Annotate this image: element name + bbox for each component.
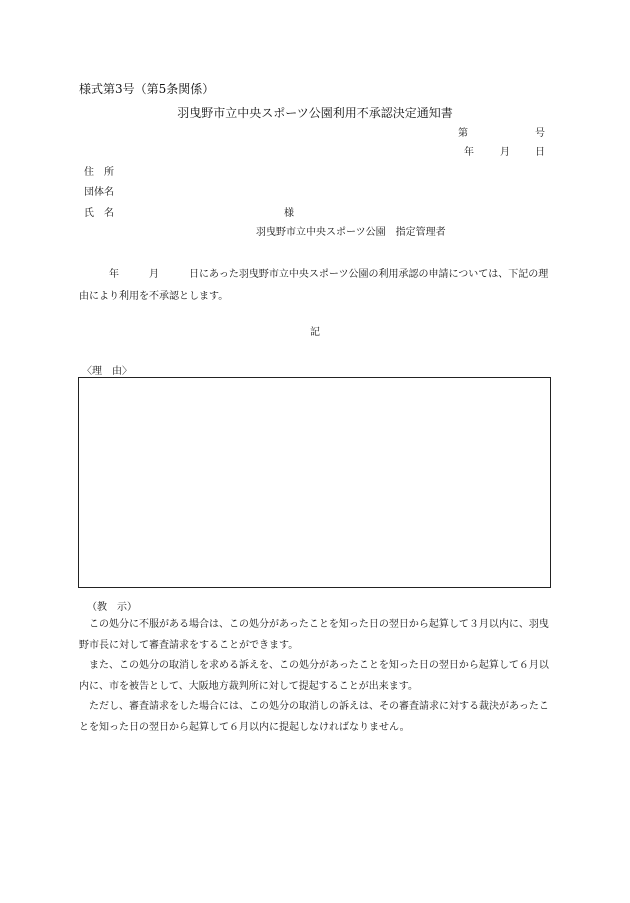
honorific: 様 bbox=[284, 208, 294, 219]
reason-label: 〈理 由〉 bbox=[82, 366, 132, 377]
issuer: 羽曳野市立中央スポーツ公園 指定管理者 bbox=[256, 227, 446, 238]
body-text: 年 月 日にあった羽曳野市立中央スポーツ公園の利用承認の申請については、下記の理由により利用を不承認とします。 bbox=[79, 269, 549, 302]
date-month: 月 bbox=[500, 147, 510, 158]
reason-box bbox=[78, 377, 551, 588]
notice-label: （教 示） bbox=[87, 602, 137, 613]
notice-paragraph: また、この処分の取消しを求める訴えを、この処分があったことを知った日の翌日から起算して６月以内に、市を被告として、大阪地方裁判所に対して提起することが出来ます。 bbox=[79, 660, 549, 692]
date-year: 年 bbox=[464, 147, 474, 158]
form-id: 様式第3号（第5条関係） bbox=[79, 82, 215, 96]
name-label: 氏 名 bbox=[84, 208, 114, 219]
group-label: 団体名 bbox=[84, 187, 114, 198]
document-title: 羽曳野市立中央スポーツ公園利用不承認決定通知書 bbox=[177, 106, 453, 120]
notice-paragraph: この処分に不服がある場合は、この処分があったことを知った日の翌日から起算して３月以内に、羽曳野市長に対して審査請求をすることができます。 bbox=[79, 619, 549, 651]
number-prefix: 第 bbox=[458, 128, 468, 139]
notice-paragraph: ただし、審査請求をした場合には、この処分の取消しの訴えは、その審査請求に対する裁決があったことを知った日の翌日から起算して６月以内に提起しなければなりません。 bbox=[79, 701, 549, 733]
notice-text bbox=[79, 615, 549, 738]
address-label: 住 所 bbox=[84, 167, 114, 178]
date-day: 日 bbox=[535, 147, 545, 158]
number-suffix: 号 bbox=[535, 128, 545, 139]
ki-heading: 記 bbox=[310, 327, 320, 338]
